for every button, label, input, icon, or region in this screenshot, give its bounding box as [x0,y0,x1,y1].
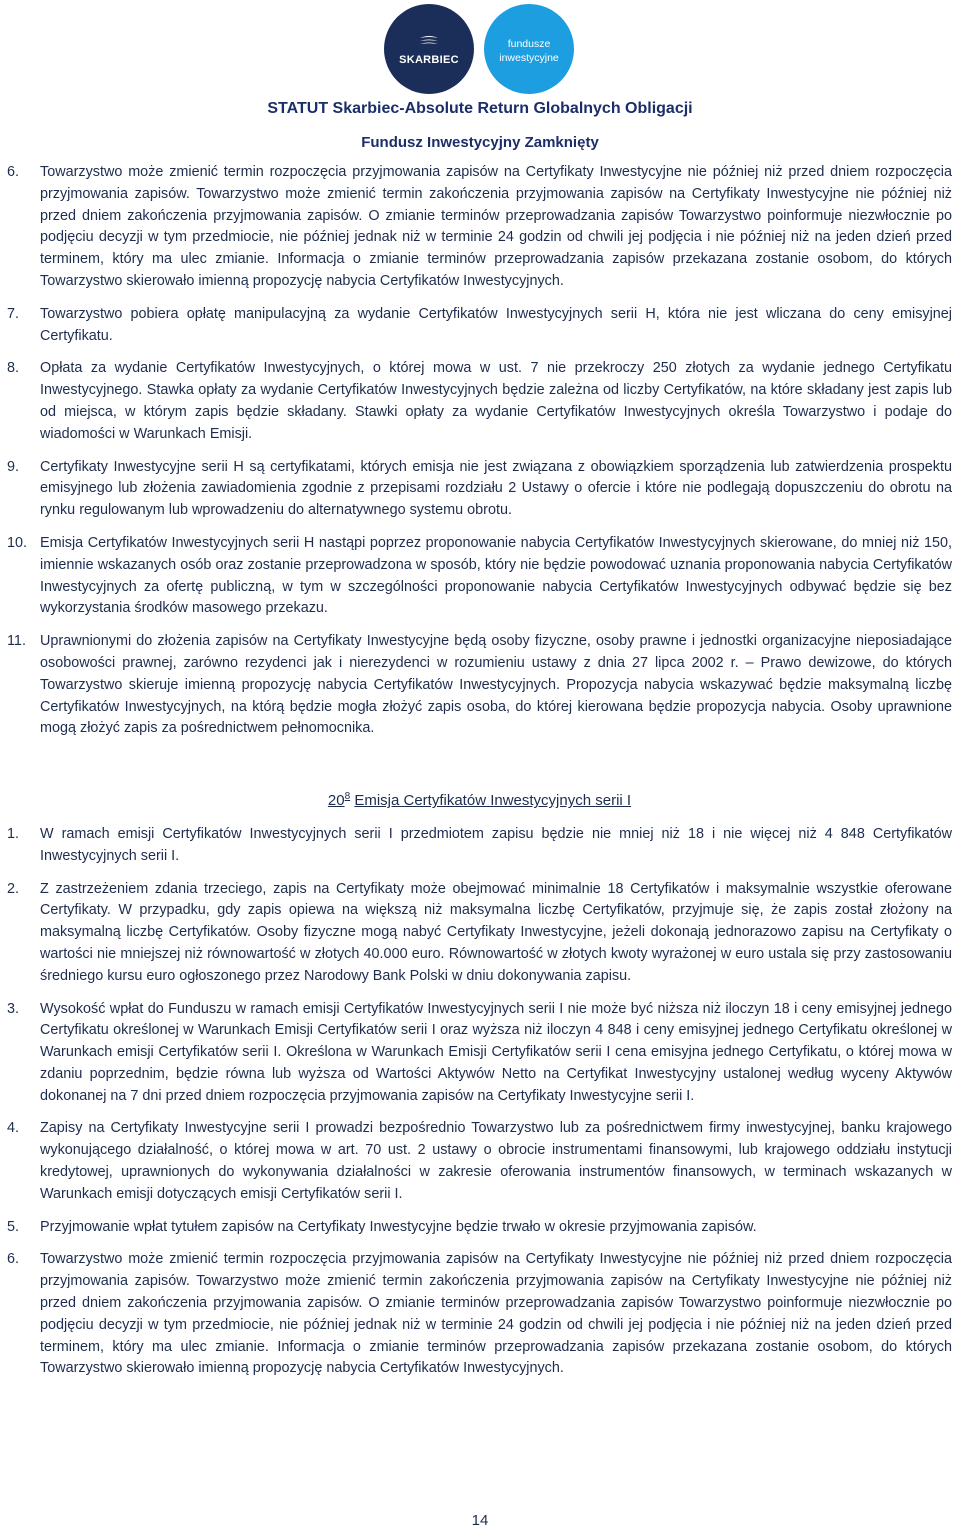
list-item [7,824,952,868]
items-bottom-list [7,824,952,1380]
item-text: Emisja Certyfikatów Inwestycyjnych serii H nastąpi poprzez proponowanie nabycia Certyfikatów Inwestycyjnych skierowane, do mniej niż 150, imiennie wskazanych osób oraz zostanie przeprowadzona w sposób, który nie będzie powodować uznania proponowania nabycia Certyfikatów Inwestycyjnych za ofertę publiczną, w tym w szczególności proponowanie nabycia Certyfikatów Inwestycyjnych odbywać będzie się bez wykorzystania środków masowego przekazu. [40,534,952,617]
item-number: 9. [7,458,20,475]
item-number: 11. [7,633,26,650]
list-item [7,457,952,522]
list-item [7,631,952,740]
section-title-text: Emisja Certyfikatów Inwestycyjnych serii I [354,792,632,810]
header-logos [384,4,578,94]
item-number: 1. [7,825,20,842]
item-number: 6. [7,164,20,180]
list-item [7,1217,952,1239]
list-item [7,304,952,348]
section-superscript: 8 [344,791,351,803]
item-number: 2. [7,880,20,897]
list-item [7,358,952,445]
item-text: Opłata za wydanie Certyfikatów Inwestycyjnych, o której mowa w ust. 7 nie przekroczy 250 złotych za wydanie jednego Certyfikatu Inwestycyjnego. Stawka opłaty za wydanie Certyfikatów Inwestycyjnych będzie zależna od liczby Certyfikatów, na które składany jest zapis lub od miejsca, w którym zapis będzie składany. Stawki opłaty za wydanie Certyfikatów Inwestycyjnych określa Towarzystwo i podaje do wiadomości w Warunkach Emisji. [40,360,952,442]
item-text: Przyjmowanie wpłat tytułem zapisów na Certyfikaty Inwestycyjne będzie trwało w okresie przyjmowania zapisów. [40,1218,757,1235]
fundusze-logo-line1: fundusze [507,38,551,50]
section-heading [7,786,952,812]
list-item [7,879,952,988]
skarbiec-mark-icon [418,34,440,48]
item-text: Towarzystwo może zmienić termin rozpoczęcia przyjmowania zapisów na Certyfikaty Inwestycyjne nie później niż przed dniem rozpoczęcia przyjmowania zapisów. Towarzystwo może zmienić termin zakończenia przyjmowania zapisów na Certyfikaty Inwestycyjne nie później niż przed dniem zakończenia przyjmowania zapisów. O zmianie terminów przeprowadzania zapisów Towarzystwo poinformuje niezwłocznie po podjęciu decyzji w tym przedmiocie, nie później jednak niż w terminie 24 godzin od chwili jej podjęcia i nie później niż na jeden dzień przed terminem, który ma ulec zmianie. Informacja o zmianie terminów przeprowadzania zapisów przekazana zostanie osobom, do których Towarzystwo skierowało imienną propozycję nabycia Certyfikatów Inwestycyjnych. [40,1251,952,1377]
item-number: 3. [7,1000,20,1017]
fundusze-logo-line2: inwestycyjne [499,52,559,64]
document-body [7,162,952,1391]
item-text: Towarzystwo może zmienić termin rozpoczęcia przyjmowania zapisów na Certyfikaty Inwestycyjne nie później niż przed dniem rozpoczęcia przyjmowania zapisów. Towarzystwo może zmienić termin zakończenia przyjmowania zapisów na Certyfikaty Inwestycyjne nie później niż przed dniem zakończenia przyjmowania zapisów. O zmianie terminów przeprowadzania zapisów Towarzystwo poinformuje niezwłocznie po podjęciu decyzji w tym przedmiocie, nie później jednak niż w terminie 24 godzin od chwili jej podjęcia i nie później niż na jeden dzień przed terminem, który ma ulec zmianie. Informacja o zmianie terminów przeprowadzania zapisów przekazana zostanie osobom, do których Towarzystwo skierowało imienną propozycję nabycia Certyfikatów Inwestycyjnych. [40,164,952,289]
page-number: 14 [471,1512,489,1529]
list-item [7,533,952,620]
item-number: 6. [7,1251,20,1268]
item-text: Uprawnionymi do złożenia zapisów na Certyfikaty Inwestycyjne będą osoby fizyczne, osoby prawne i jednostki organizacyjne nieposiadające osobowości prawnej, zarówno rezydenci jak i nierezydenci w rozumieniu ustawy z dnia 27 lipca 2002 r. – Prawo dewizowe, do których Towarzystwo skieruje imienną propozycję nabycia Certyfikatów Inwestycyjnych. Propozycja nabycia wskazywać będzie maksymalną liczbę Certyfikatów Inwestycyjnych, na którą będzie mogła złożyć zapis osoba, do której kierowana będzie propozycja nabycia. Osoby uprawnione mogą złożyć zapis za pośrednictwem pełnomocnika. [40,633,952,737]
item-text: Wysokość wpłat do Funduszu w ramach emisji Certyfikatów Inwestycyjnych serii I nie może być niższa niż iloczyn 18 i ceny emisyjnej jednego Certyfikatu określonej w Warunkach Emisji Certyfikatów serii I oraz wyższa niż iloczyn 4 848 i ceny emisyjnej jednego Certyfikatu określonej w Warunkach emisji Certyfikatów serii I. Określona w Warunkach Emisji Certyfikatów serii I cena emisyjna jednego Certyfikatu, o której mowa w zdaniu poprzednim, będzie równa lub wyższa od Wartości Aktywów Netto na Certyfikat Inwestycyjny ustalonej według wyceny Aktywów dokonanej na 7 dni przed dniem rozpoczęcia przyjmowania zapisów na Certyfikaty Inwestycyjne serii I. [40,1000,952,1104]
item-text: Certyfikaty Inwestycyjne serii H są certyfikatami, których emisja nie jest związana z obowiązkiem sporządzenia lub zatwierdzenia prospektu emisyjnego lub złożenia zawiadomienia zgodnie z przepisami rozdziału 2 Ustawy o ofercie i które nie podlegają dopuszczeniu do obrotu na rynku regulowanym lub wprowadzeniu do alternatywnego systemu obrotu. [40,458,952,519]
section-number: 20 [327,792,345,810]
skarbiec-logo [384,4,474,94]
item-number: 5. [7,1218,20,1235]
item-text: Towarzystwo pobiera opłatę manipulacyjną za wydanie Certyfikatów Inwestycyjnych serii H, która nie jest wliczana do ceny emisyjnej Certyfikatu. [40,305,952,344]
item-text: W ramach emisji Certyfikatów Inwestycyjnych serii I przedmiotem zapisu będzie nie mniej niż 18 i nie więcej niż 4 848 Certyfikatów Inwestycyjnych serii I. [40,825,952,864]
item-text: Z zastrzeżeniem zdania trzeciego, zapis na Certyfikaty może obejmować minimalnie 18 Certyfikatów i maksymalnie wszystkie oferowane Certyfikaty. W przypadku, gdy zapis opiewa na większą niż maksymalna liczbę Certyfikatów, przyjmuje się, że zapis został złożony na maksymalną liczbę Certyfikatów. Osoby fizyczne mogą nabyć Certyfikaty Inwestycyjne, jeżeli dokonają jednorazowo zapisu na Certyfikaty o wartości nie mniejszej niż równowartość w złotych 40.000 euro. Równowartość w złotych kwoty wyrażonej w euro ustala się przy zastosowaniu średniego kursu euro ogłoszonego przez Narodowy Bank Polski w dniu dokonywania zapisu. [40,880,952,984]
item-text: Zapisy na Certyfikaty Inwestycyjne serii I prowadzi bezpośrednio Towarzystwo lub za pośrednictwem firmy inwestycyjnej, banku krajowego wykonującego działalność, o której mowa w art. 70 ust. 2 ustawy o obrocie instrumentami finansowymi, lub krajowego oddziału instytucji kredytowej, uprawnionych do wykonywania działalności w zakresie oferowania instrumentów finansowych, w terminach wskazanych w Warunkach emisji dotyczących emisji Certyfikatów serii I. [40,1120,952,1202]
items-top-list [7,162,952,740]
fundusze-logo [484,4,574,94]
list-item [7,162,952,293]
list-item [7,1249,952,1380]
skarbiec-logo-text: SKARBIEC [399,54,459,66]
item-number: 4. [7,1120,20,1137]
list-item [7,1118,952,1205]
item-number: 7. [7,305,20,322]
item-number: 10. [7,534,28,551]
document-subtitle: Fundusz Inwestycyjny Zamknięty [361,134,599,151]
list-item [7,999,952,1108]
document-title: STATUT Skarbiec-Absolute Return Globalnych Obligacji [267,100,693,117]
item-number: 8. [7,360,20,377]
